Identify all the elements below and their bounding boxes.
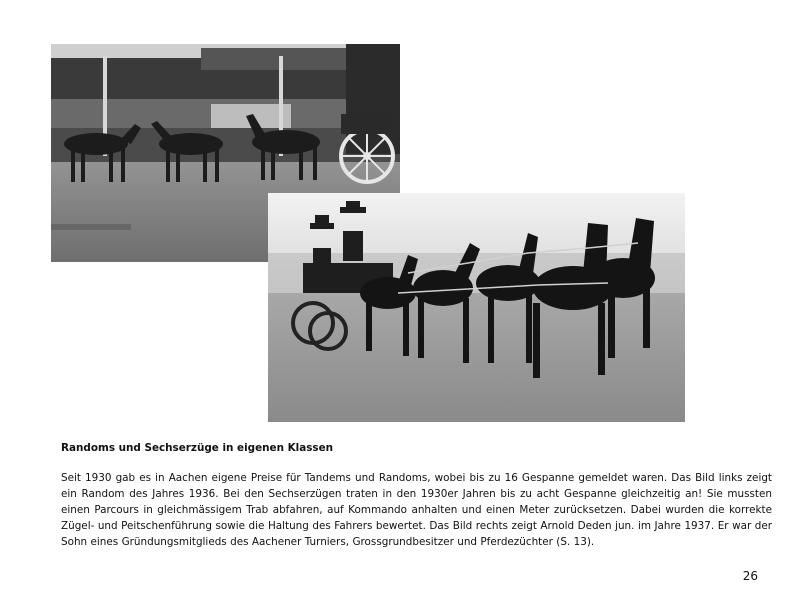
photo-sechserzug-1937: [268, 193, 685, 422]
section-heading: Randoms und Sechserzüge in eigenen Klassen: [61, 442, 334, 454]
body-paragraph: Seit 1930 gab es in Aachen eigene Preise für Tandems und Randoms, wobei bis zu 16 Gespanne gemeldet waren. Das Bild links zeigt ein Random des Jahres 1936. Bei den Sechserzügen traten in den 1930er Jahren bis zu acht Gespanne gleichzeitig an! Sie mussten einen Parcours in gleichmässigem Trab abfahren, auf Kommando anhalten und einen Meter zurücksetzen. Dabei wurden die korrekte Zügel- und Peitschenführung sowie die Haltung des Fahrers bewertet. Das Bild rechts zeigt Arnold Deden jun. im Jahre 1937. Er war der Sohn eines Gründungsmitglieds des Aachener Turniers, Grossgrundbesitzer und Pferdezüchter (S. 13).: [61, 472, 772, 549]
photo-sechserzug-1937-image: [268, 193, 685, 422]
page-number: 26: [742, 569, 758, 583]
